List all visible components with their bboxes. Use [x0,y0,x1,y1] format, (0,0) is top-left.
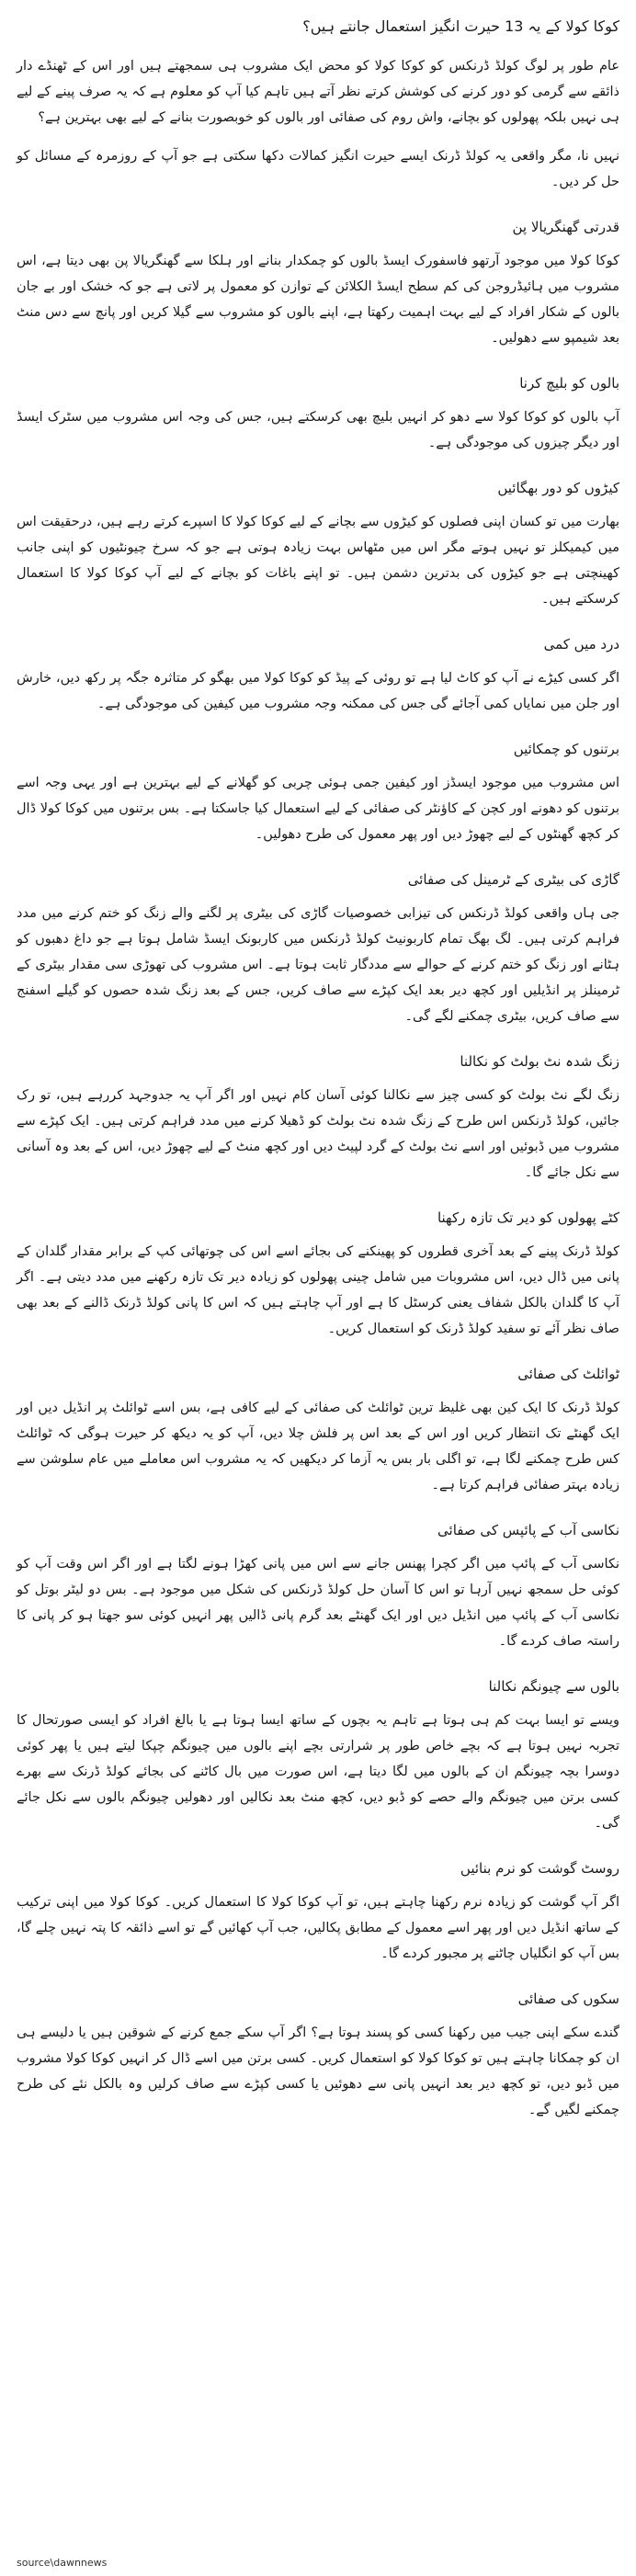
section-heading-flowers: کٹے پھولوں کو دیر تک تازہ رکھنا [437,1209,619,1226]
section-text-bleach: آپ بالوں کو کوکا کولا سے دھو کر انہیں بلیچ بھی کرسکتے ہیں، جس کی وجہ اس مشروب میں سٹرک ایسڈ اور دیگر چیزوں کی موجودگی ہے۔ [17,410,619,450]
section-text-drain: نکاسی آب کے پائپ میں اگر کچرا پھنس جانے سے اس میں پانی کھڑا ہونے لگتا ہے اور اگر اس وقت آپ کو کوئی حل سمجھ نہیں آرہا تو اس کا آسان حل کولڈ ڈرنکس کی شکل میں موجود ہے۔ بس دو لیٹر بوتل کو نکاسی آب کے پائپ میں انڈیل دیں اور ایک گھنٹے بعد گرم پانی ڈالیں پھر انہیں کوئی سو جھتا ہو کر پانی کا راستہ صاف کردے گا۔ [17,1557,619,1649]
article-title: کوکا کولا کے یہ 13 حیرت انگیز استعمال جانتے ہیں؟ [302,17,619,35]
section-text-pain: اگر کسی کیڑے نے آپ کو کاٹ لیا ہے تو روئی کے پیڈ کو کوکا کولا میں بھگو کر متاثرہ جگہ پر رکھ دیں، خارش اور جلن میں نمایاں کمی آجائے گی جس کی ممکنہ وجہ مشروب میں کیفین کی موجودگی ہے۔ [17,671,619,711]
intro-paragraph-2: نہیں نا، مگر واقعی یہ کولڈ ڈرنک ایسے حیرت انگیز کمالات دکھا سکتی ہے جو آپ کے روزمرہ کے مسائل کو حل کر دیں۔ [17,149,619,189]
source-credit: source\dawnnews [17,2557,108,2569]
section-text-flowers: کولڈ ڈرنک پینے کے بعد آخری قطروں کو پھینکنے کی بجائے اسے اس کی چوتھائی کپ کے برابر مقدار گلدان کے پانی میں ڈال دیں، اس مشروبات میں شامل چینی پھولوں کو زیادہ دیر تک تازہ رکھنے میں مدد دیتی ہے۔ اگر آپ کا گلدان بالکل شفاف یعنی کرسٹل کا ہے اور آپ چاہتے ہیں کہ اس کا پانی کولڈ ڈرنک ڈالنے کے بعد بھی صاف نظر آئے تو سفید کولڈ ڈرنک کو استعمال کریں۔ [17,1244,619,1336]
section-heading-bleach: بالوں کو بلیچ کرنا [519,375,619,392]
section-text-battery: جی ہاں واقعی کولڈ ڈرنکس کی تیزابی خصوصیات گاڑی کی بیٹری پر لگنے والے زنگ کو ختم کرنے میں مدد فراہم کرتی ہیں۔ لگ بھگ تمام کاربونیٹ کولڈ ڈرنکس میں کاربونک ایسڈ شامل ہوتا ہے جو داغ دھبوں کو ہٹانے اور زنگ کو ختم کرنے کے حوالے سے مددگار ثابت ہوتا ہے۔ اس مشروب کی تھوڑی سی مقدار بیٹری کے ٹرمینلز پر انڈیلیں اور کچھ دیر بعد ایک کپڑے سے صاف کریں، جس کے بعد زنگ شدہ حصوں کو گیلے اسفنج سے صاف کریں، بیٹری چمکنے لگے گی۔ [17,906,619,1024]
section-heading-drain: نکاسی آب کے پائپس کی صفائی [437,1522,619,1538]
section-heading-battery: گاڑی کی بیٹری کے ٹرمینل کی صفائی [407,871,619,888]
section-text-coins: گندے سکے اپنی جیب میں رکھنا کسی کو پسند ہوتا ہے؟ اگر آپ سکے جمع کرنے کے شوقین ہیں یا دلیسے ہی ان کو چمکانا چاہتے ہیں تو کوکا کولا کو استعمال کریں۔ کسی برتن میں اسے ڈال کر انہیں کوکا کولا مشروب میں ڈبو دیں، تو کچھ دیر بعد انہیں پانی سے دھوئیں یا کسی کپڑے سے صاف کرلیں وہ بالکل نئے کی طرح چمکنے لگیں گے۔ [17,2026,619,2117]
section-text-dishes: اس مشروب میں موجود ایسڈز اور کیفین جمی ہوئی چربی کو گھلانے کے لیے بہترین ہے اور یہی وجہ اسے برتنوں کو دھونے اور کچن کے کاؤنٹر کی صفائی کے لیے استعمال کیا جاسکتا ہے۔ بس برتنوں میں کوکا کولا ڈال کر کچھ گھنٹوں کے لیے چھوڑ دیں اور پھر معمول کی طرح دھولیں۔ [17,776,619,842]
section-heading-toilet: ٹوائلٹ کی صفائی [517,1366,619,1382]
intro-paragraph-1: عام طور پر لوگ کولڈ ڈرنکس کو کوکا کولا کو محض ایک مشروب ہی سمجھتے ہیں اور اس کے ٹھنڈے دار ذائقے سے گرمی کو دور کرنے کی کوشش کرتے نظر آتے ہیں تاہم کیا آپ کو معلوم ہے کہ یہ صرف پینے کے لیے ہی نہیں بلکہ پھولوں کو بچانے، واش روم کی صفائی اور بالوں کو خوبصورت بنانے کے لیے بھی بہترین ہے؟ [17,59,619,125]
section-heading-gum: بالوں سے چیونگم نکالنا [488,1678,619,1695]
section-heading-pain: درد میں کمی [543,636,619,653]
section-heading-pests: کیڑوں کو دور بھگائیں [497,480,619,496]
section-heading-bolts: زنگ شدہ نٹ بولٹ کو نکالنا [460,1053,619,1070]
section-heading-dishes: برتنوں کو چمکائیں [513,741,619,757]
section-heading-curls: قدرتی گھنگریالا پن [512,219,619,235]
section-text-roast: اگر آپ گوشت کو زیادہ نرم رکھنا چاہتے ہیں، تو آپ کوکا کولا کا استعمال کریں۔ کوکا کولا میں اپنی ترکیب کے ساتھ انڈیل دیں اور پھر اسے معمول کے مطابق پکالیں، جب آپ کھائیں گے تو اسے ذائقہ کا پتہ نہیں چلے گا، بس آپ کو انگلیاں چاٹنے پر مجبور کردے گا۔ [17,1895,619,1961]
section-heading-roast: روسٹ گوشت کو نرم بنائیں [460,1860,619,1877]
section-text-bolts: زنگ لگے نٹ بولٹ کو کسی چیز سے نکالنا کوئی آسان کام نہیں اور اگر آپ یہ جدوجہد کررہے ہیں، تو رک جائیں، کولڈ ڈرنکس اس طرح کے زنگ شدہ نٹ بولٹ کو ڈھیلا کرنے میں مدد فراہم کرتی ہیں۔ ایک کپڑے سے مشروب میں ڈبوئیں اور اسے نٹ بولٹ کے گرد لپیٹ دیں اور کچھ منٹ کے لیے چھوڑ دیں، اس کے بعد وہ آسانی سے نکل جائے گا۔ [17,1088,619,1180]
section-text-gum: ویسے تو ایسا بہت کم ہی ہوتا ہے تاہم یہ بچوں کے ساتھ ایسا ہوتا ہے یا بالغ افراد کو ایسی صورتحال کا تجربہ نہیں ہوتا ہے کہ بچے خاص طور پر شرارتی بچے اپنے بالوں میں چیونگم چپکا لیتے ہیں یا پھر کوئی دوسرا بچہ چیونگم ان کے بالوں میں لگا دیتا ہے، اس صورت میں بال کاٹنے کی بجائے کولڈ ڈرنک سے بھرے کسی برتن میں چیونگم والے حصے کو ڈبو دیں، کچھ منٹ بعد نکالیں اور دھولیں چیونگم بالوں سے نکل جائے گی۔ [17,1713,619,1831]
section-heading-coins: سکوں کی صفائی [517,1991,619,2007]
section-text-curls: کوکا کولا میں موجود آرتھو فاسفورک ایسڈ بالوں کو چمکدار بنانے اور ہلکا سے گھنگریالا پن بھی دیتا ہے، اس مشروب میں ہائیڈروجن کی کم سطح ایسڈ الکلائن کے توازن کو معمول پر لاتی ہے جو کہ خشک اور بے جان بالوں کے شکار افراد کے لیے بہت اہمیت رکھتا ہے، اپنے بالوں کو مشروب سے گیلا کریں اور پانچ سے دس منٹ بعد شیمپو سے دھولیں۔ [17,254,619,346]
section-text-pests: بھارت میں تو کسان اپنی فصلوں کو کیڑوں سے بچانے کے لیے کوکا کولا کا اسپرے کرتے رہے ہیں، درحقیقت اس میں کیمیکلز تو نہیں ہوتے مگر اس میں مٹھاس بہت زیادہ ہوتی ہے جو کہ سرخ چیونٹیوں کو اپنی جانب کھینچتی ہے جو کیڑوں کی بدترین دشمن ہیں۔ تو اپنے باغات کو بچانے کے لیے آپ کوکا کولا کا استعمال کرسکتے ہیں۔ [17,515,619,607]
section-text-toilet: کولڈ ڈرنک کا ایک کین بھی غلیظ ترین ٹوائلٹ کی صفائی کے لیے کافی ہے، بس اسے ٹوائلٹ پر انڈیل دیں اور ایک گھنٹے تک انتظار کریں اور اس کے بعد اس پر فلش چلا دیں، آپ کو یہ دیکھ کر حیرت ہوگی کہ ٹوائلٹ کس طرح چمکنے لگا ہے، تو اگلی بار بس یہ آزما کر دیکھیں کہ یہ مشروب اس معاملے میں عام سلوشن سے زیادہ بہتر صفائی فراہم کرتا ہے۔ [17,1401,619,1492]
